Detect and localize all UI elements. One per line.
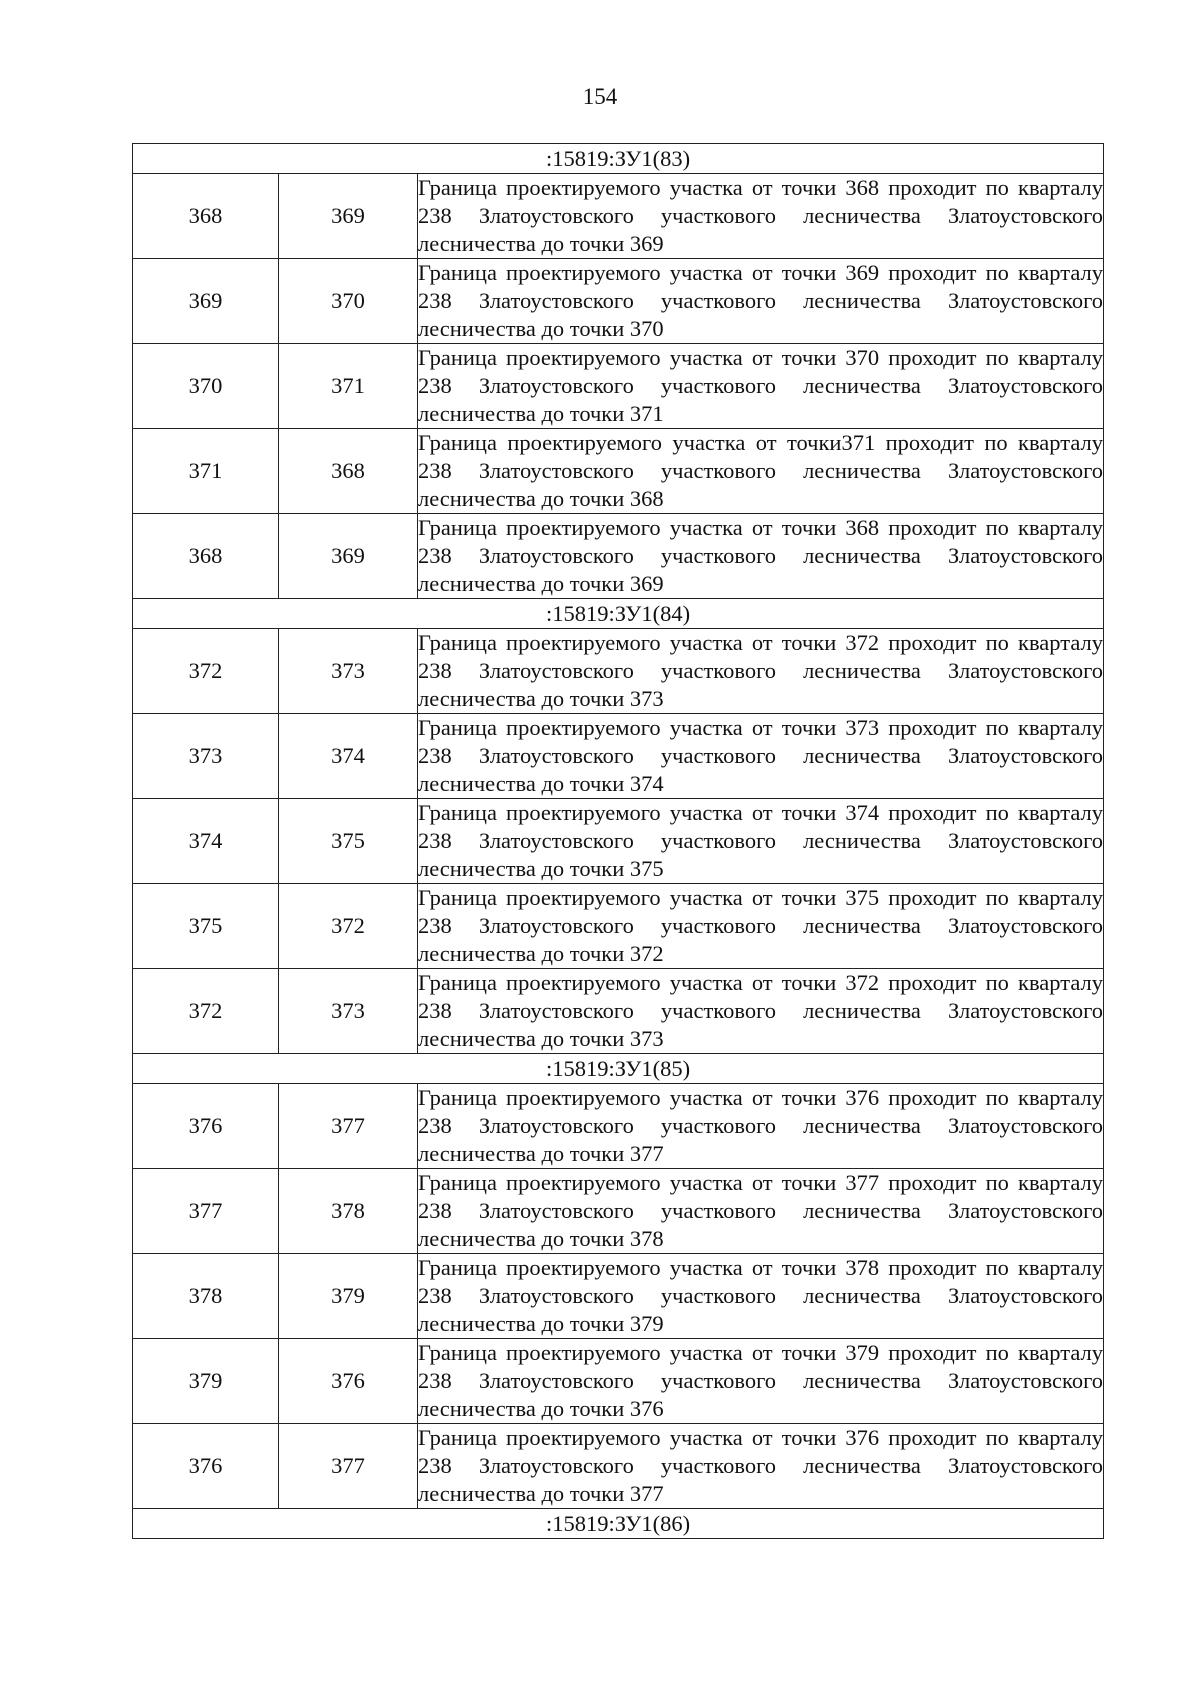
description-text: Граница проектируемого участка от точки 376 проходит по кварталу 238 Златоустовского участкового лесничества Златоустовского лесничества до точки 377 [418,1425,1104,1506]
point-to: 375 [279,799,418,884]
section-header-row [133,599,1104,629]
boundary-table-body [133,144,1104,1539]
description-text: Граница проектируемого участка от точки 372 проходит по кварталу 238 Златоустовского участкового лесничества Златоустовского лесничества до точки 373 [418,970,1104,1051]
point-to: 373 [279,969,418,1054]
boundary-table [132,143,1104,1539]
boundary-description [418,629,1104,714]
description-text: Граница проектируемого участка от точки 379 проходит по кварталу 238 Златоустовского участкового лесничества Златоустовского лесничества до точки 376 [418,1340,1104,1421]
point-from: 374 [133,799,279,884]
section-label: :15819:ЗУ1(84) [133,599,1104,629]
point-to: 376 [279,1339,418,1424]
point-to: 369 [279,174,418,259]
point-to: 377 [279,1084,418,1169]
boundary-description [418,429,1104,514]
description-text: Граница проектируемого участка от точки 378 проходит по кварталу 238 Златоустовского участкового лесничества Златоустовского лесничества до точки 379 [418,1255,1104,1336]
point-to: 378 [279,1169,418,1254]
boundary-description [418,714,1104,799]
boundary-description [418,1339,1104,1424]
section-header-row [133,144,1104,174]
section-header-row [133,1509,1104,1539]
table-row [133,1084,1104,1169]
boundary-description [418,1084,1104,1169]
point-to: 369 [279,514,418,599]
description-text: Граница проектируемого участка от точки 376 проходит по кварталу 238 Златоустовского участкового лесничества Златоустовского лесничества до точки 377 [418,1085,1104,1166]
description-text: Граница проектируемого участка от точки 373 проходит по кварталу 238 Златоустовского участкового лесничества Златоустовского лесничества до точки 374 [418,715,1104,796]
point-from: 376 [133,1424,279,1509]
table-row [133,629,1104,714]
point-from: 379 [133,1339,279,1424]
table-row [133,1254,1104,1339]
boundary-description [418,1169,1104,1254]
point-to: 371 [279,344,418,429]
table-row [133,344,1104,429]
boundary-description [418,969,1104,1054]
table-row [133,1169,1104,1254]
point-from: 369 [133,259,279,344]
boundary-description [418,344,1104,429]
description-text: Граница проектируемого участка от точки 370 проходит по кварталу 238 Златоустовского участкового лесничества Златоустовского лесничества до точки 371 [418,345,1104,426]
section-label: :15819:ЗУ1(83) [133,144,1104,174]
table-row [133,969,1104,1054]
section-header-row [133,1054,1104,1084]
boundary-description [418,884,1104,969]
table-row [133,1339,1104,1424]
table-row [133,174,1104,259]
point-from: 372 [133,969,279,1054]
description-text: Граница проектируемого участка от точки 368 проходит по кварталу 238 Златоустовского участкового лесничества Златоустовского лесничества до точки 369 [418,175,1104,256]
point-from: 371 [133,429,279,514]
boundary-description [418,514,1104,599]
description-text: Граница проектируемого участка от точки371 проходит по кварталу 238 Златоустовского участкового лесничества Златоустовского лесничества до точки 368 [418,430,1104,511]
point-from: 368 [133,514,279,599]
section-label: :15819:ЗУ1(86) [133,1509,1104,1539]
description-text: Граница проектируемого участка от точки 374 проходит по кварталу 238 Златоустовского участкового лесничества Златоустовского лесничества до точки 375 [418,800,1104,881]
point-from: 375 [133,884,279,969]
point-to: 370 [279,259,418,344]
point-to: 377 [279,1424,418,1509]
point-from: 376 [133,1084,279,1169]
point-from: 373 [133,714,279,799]
table-row [133,714,1104,799]
description-text: Граница проектируемого участка от точки 368 проходит по кварталу 238 Златоустовского участкового лесничества Златоустовского лесничества до точки 369 [418,515,1104,596]
point-from: 368 [133,174,279,259]
boundary-description [418,1424,1104,1509]
table-row [133,259,1104,344]
table-row [133,799,1104,884]
table-row [133,1424,1104,1509]
description-text: Граница проектируемого участка от точки 377 проходит по кварталу 238 Златоустовского участкового лесничества Златоустовского лесничества до точки 378 [418,1170,1104,1251]
point-from: 378 [133,1254,279,1339]
boundary-description [418,174,1104,259]
boundary-description [418,259,1104,344]
description-text: Граница проектируемого участка от точки 375 проходит по кварталу 238 Златоустовского участкового лесничества Златоустовского лесничества до точки 372 [418,885,1104,966]
point-from: 372 [133,629,279,714]
description-text: Граница проектируемого участка от точки 372 проходит по кварталу 238 Златоустовского участкового лесничества Златоустовского лесничества до точки 373 [418,630,1104,711]
boundary-description [418,1254,1104,1339]
point-to: 373 [279,629,418,714]
point-from: 370 [133,344,279,429]
point-to: 374 [279,714,418,799]
section-label: :15819:ЗУ1(85) [133,1054,1104,1084]
description-text: Граница проектируемого участка от точки 369 проходит по кварталу 238 Златоустовского участкового лесничества Златоустовского лесничества до точки 370 [418,260,1104,341]
boundary-description [418,799,1104,884]
point-from: 377 [133,1169,279,1254]
page-number: 154 [582,84,618,109]
table-row [133,514,1104,599]
table-row [133,884,1104,969]
point-to: 372 [279,884,418,969]
point-to: 379 [279,1254,418,1339]
point-to: 368 [279,429,418,514]
table-row [133,429,1104,514]
